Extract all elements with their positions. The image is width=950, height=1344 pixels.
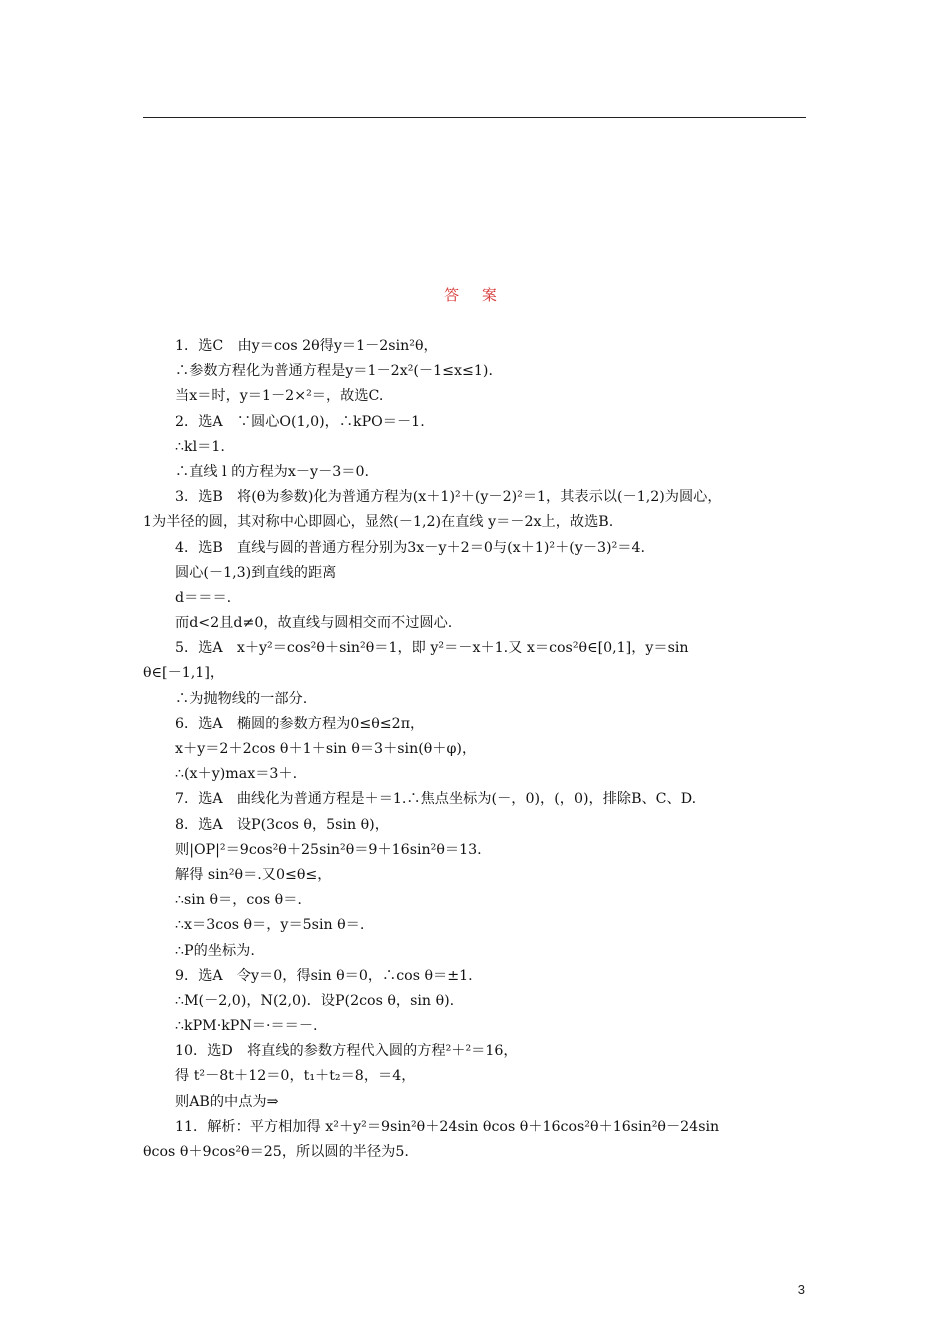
answer-line: 11．解析：平方相加得 x²＋y²＝9sin²θ＋24sin θcos θ＋16cos²θ＋16sin²θ－24sin xyxy=(175,1118,720,1135)
answer-line: x＋y＝2＋2cos θ＋1＋sin θ＝3＋sin(θ＋φ)， xyxy=(175,741,477,757)
answer-line: 则|OP|²＝9cos²θ＋25sin²θ＝9＋16sin²θ＝13. xyxy=(175,841,482,858)
answer-line: 3．选B 将(θ为参数)化为普通方程为(x＋1)²＋(y－2)²＝1，其表示以(－1,2)为圆心， xyxy=(175,489,722,506)
answer-line: ∴x＝3cos θ＝，y＝5sin θ＝. xyxy=(175,917,365,934)
answer-line: 2．选A ∵圆心O(1,0)，∴kPO＝－1. xyxy=(175,413,425,430)
answer-line: 1．选C 由y＝cos 2θ得y＝1－2sin²θ， xyxy=(175,338,438,354)
answer-line: 10．选D 将直线的参数方程代入圆的方程²＋²＝16， xyxy=(175,1043,518,1060)
answer-line: 而d<2且d≠0，故直线与圆相交而不过圆心. xyxy=(175,615,453,632)
answer-line: 圆心(－1,3)到直线的距离 xyxy=(175,564,337,581)
page-title: 答 案 xyxy=(444,286,506,304)
answer-line: 解得 sin²θ＝.又0≤θ≤， xyxy=(175,866,332,883)
answer-line: 7．选A 曲线化为普通方程是＋＝1.∴焦点坐标为(－，0)，(，0)，排除B、C、D. xyxy=(175,791,697,808)
answer-line: ∴参数方程化为普通方程是y＝1－2x²(－1≤x≤1)． xyxy=(175,363,503,380)
answer-line: 4．选B 直线与圆的普通方程分别为3x－y＋2＝0与(x＋1)²＋(y－3)²＝4. xyxy=(175,539,645,556)
answer-line: 8．选A 设P(3cos θ，5sin θ)， xyxy=(175,816,389,833)
answer-line: 9．选A 令y＝0，得sin θ＝0，∴cos θ＝±1. xyxy=(175,967,473,984)
answer-line: ∴直线 l 的方程为x－y－3＝0. xyxy=(175,463,370,480)
answer-line: θcos θ＋9cos²θ＝25，所以圆的半径为5. xyxy=(143,1144,409,1160)
answer-body xyxy=(143,334,815,1165)
answer-line: 1为半径的圆，其对称中心即圆心，显然(－1,2)在直线 y＝－2x上，故选B. xyxy=(143,514,614,531)
answer-line: ∴sin θ＝，cos θ＝. xyxy=(175,892,302,909)
answer-line: d＝＝＝. xyxy=(175,589,232,606)
answer-line: 6．选A 椭圆的参数方程为0≤θ≤2π， xyxy=(175,715,425,732)
answer-line: ∴kl＝1. xyxy=(175,438,225,455)
header-rule xyxy=(143,117,806,118)
answer-line: ∴为抛物线的一部分. xyxy=(175,690,308,707)
answer-line: ∴P的坐标为. xyxy=(175,942,255,959)
answer-line: ∴kPM·kPN＝·＝＝－. xyxy=(175,1018,318,1035)
answer-line: 得 t²－8t＋12＝0，t₁＋t₂＝8，＝4， xyxy=(175,1068,416,1085)
page-number: 3 xyxy=(797,1282,805,1297)
answer-line: θ∈[－1,1]， xyxy=(143,665,225,682)
answer-line: ∴(x＋y)max＝3＋. xyxy=(175,766,298,783)
answer-line: 当x＝时，y＝1－2×²＝，故选C. xyxy=(175,388,384,405)
answer-line: 5．选A x＋y²＝cos²θ＋sin²θ＝1，即 y²＝－x＋1.又 x＝cos²θ∈[0,1]，y＝sin xyxy=(175,640,689,657)
answer-line: 则AB的中点为⇒ xyxy=(175,1093,279,1110)
answer-line: ∴M(－2,0)，N(2,0)．设P(2cos θ，sin θ). xyxy=(175,992,455,1009)
